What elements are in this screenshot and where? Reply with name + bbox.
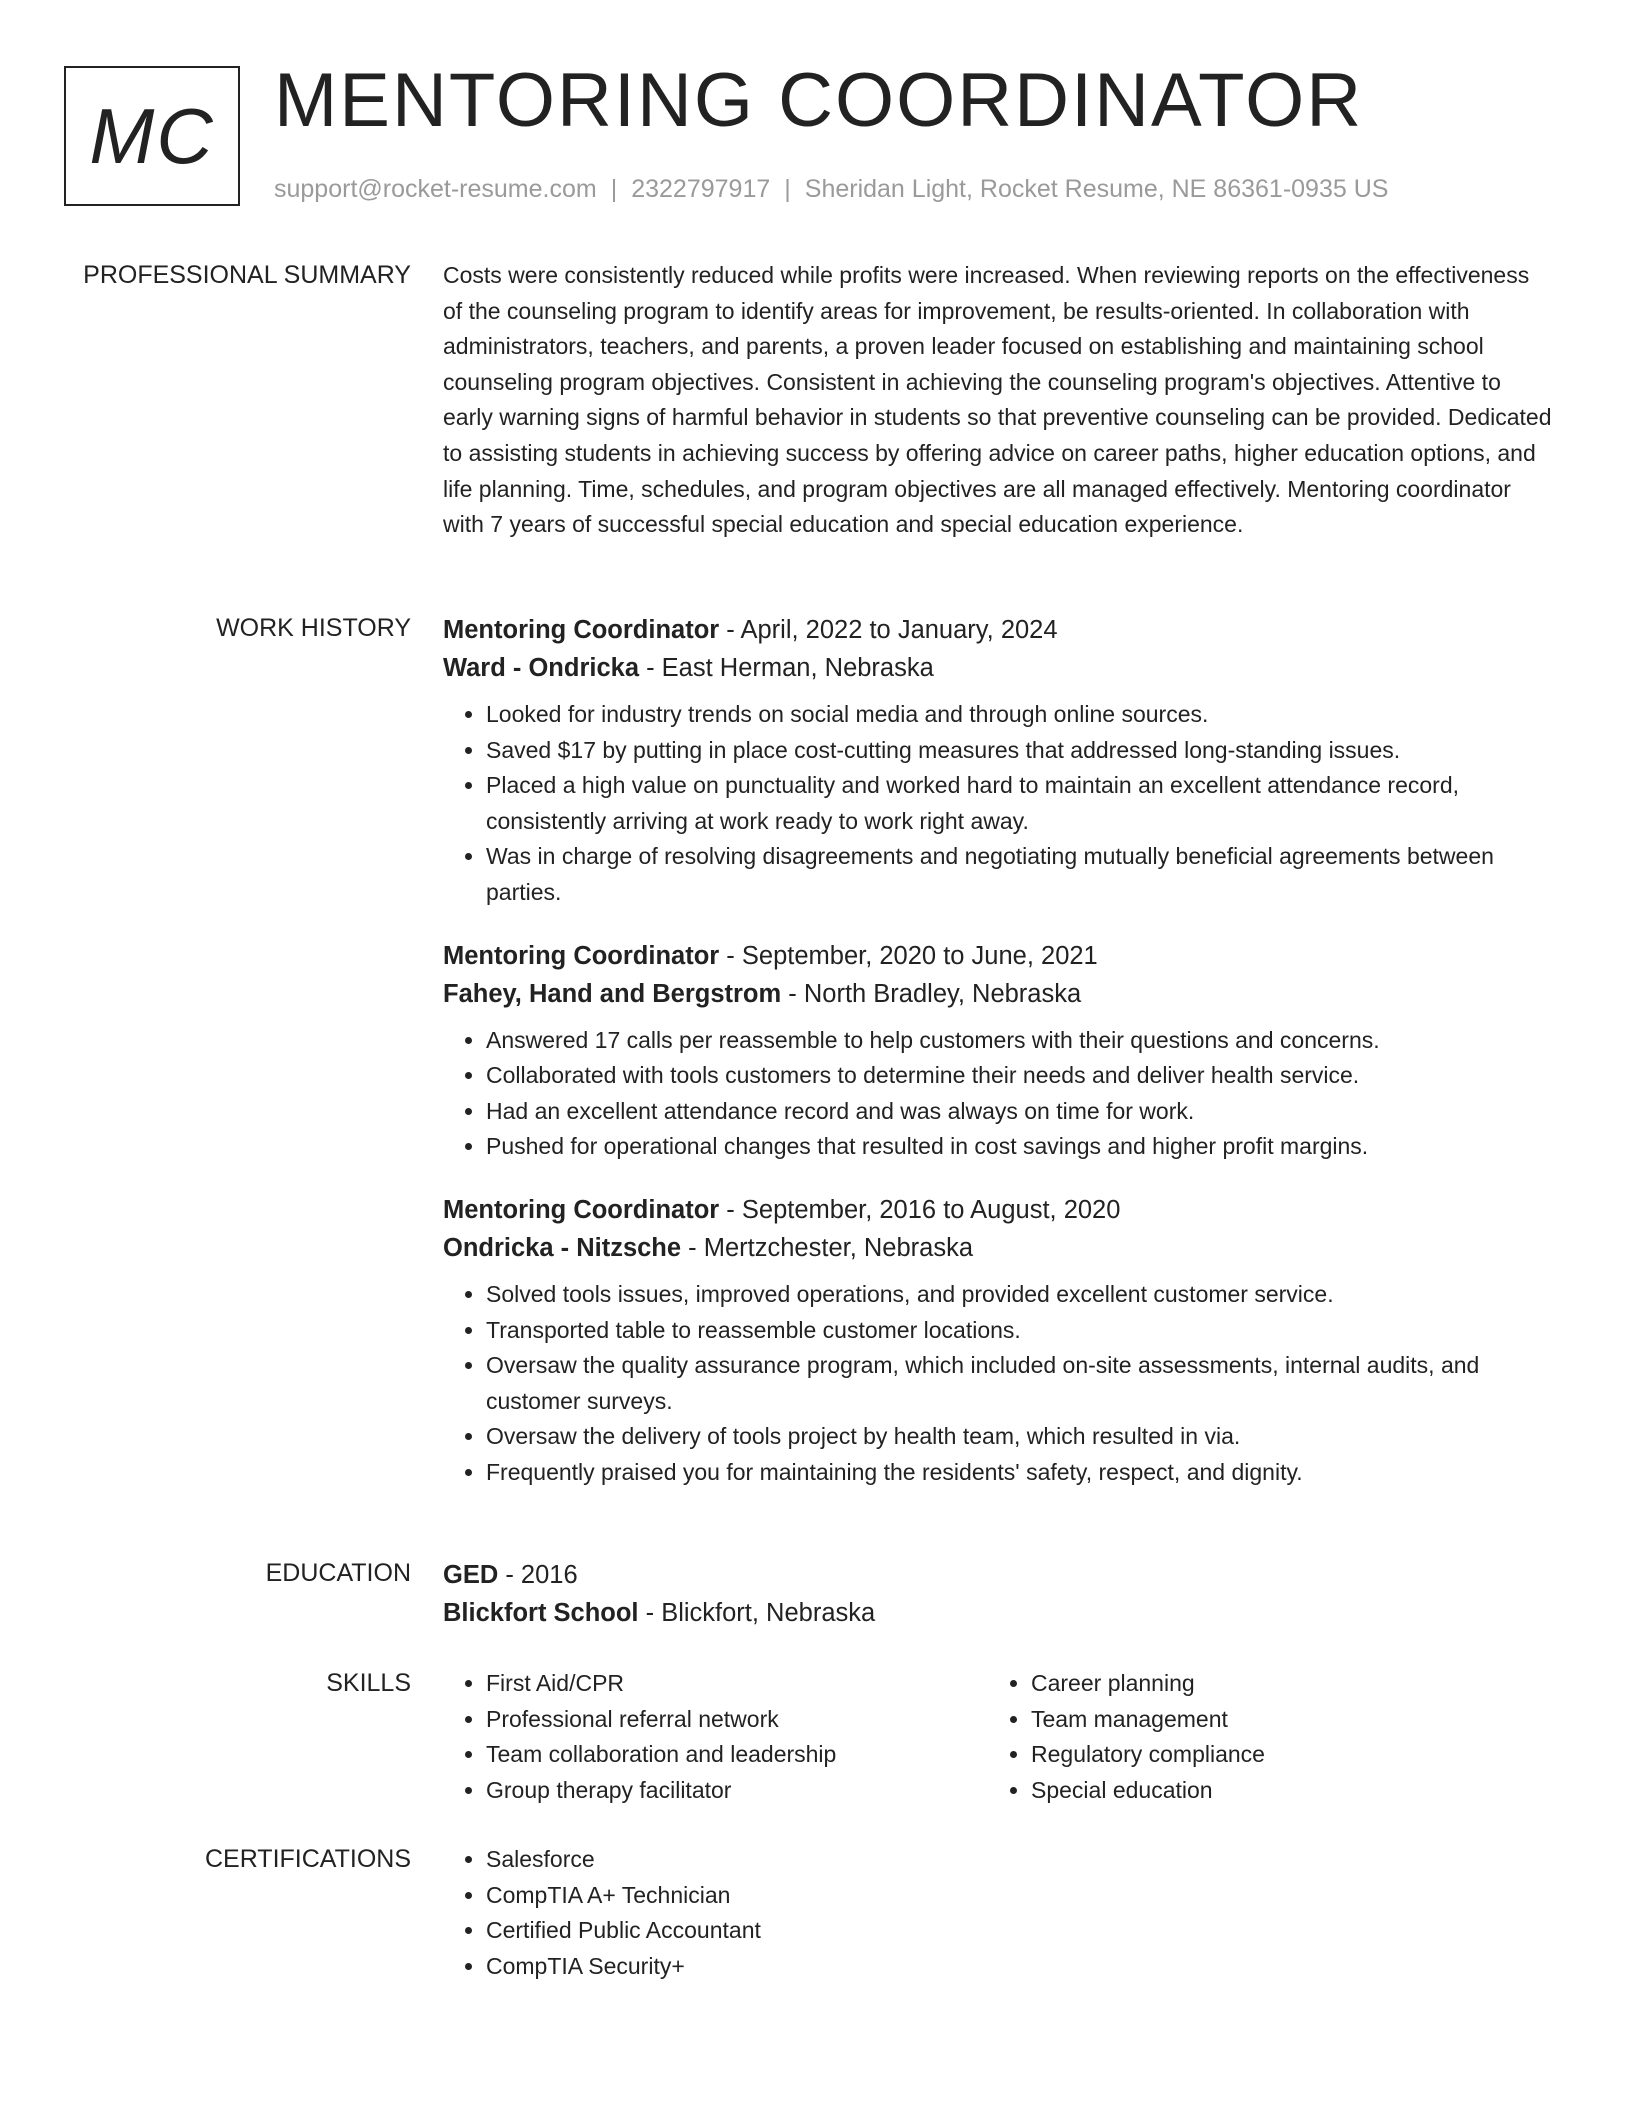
job-entry (443, 611, 1553, 911)
job-company: Ward - Ondricka (443, 654, 640, 682)
monogram-initials: MC (89, 91, 215, 180)
job-bullet: • Oversaw the delivery of tools project by health team, which resulted in via. (486, 1419, 1553, 1455)
job-bullets (443, 1277, 1553, 1491)
section-heading-certifications: CERTIFICATIONS (204, 1845, 411, 1873)
education-degree-line (443, 1556, 1553, 1594)
job-bullets (443, 697, 1553, 911)
job-bullet: • Solved tools issues, improved operations, and provided excellent customer service. (486, 1277, 1553, 1313)
education-degree: GED (443, 1561, 499, 1589)
job-dates: - April, 2022 to January, 2024 (719, 616, 1058, 644)
job-bullet: • Was in charge of resolving disagreements and negotiating mutually beneficial agreements between parties. (486, 839, 1553, 910)
certification-item: • CompTIA Security+ (486, 1949, 1553, 1985)
job-company-line (443, 1229, 1553, 1267)
job-bullet: • Oversaw the quality assurance program, which included on-site assessments, internal audits, and customer surveys. (486, 1348, 1553, 1419)
certification-item: • Salesforce (486, 1842, 1553, 1878)
job-location: - North Bradley, Nebraska (781, 979, 1082, 1008)
summary-text: Costs were consistently reduced while profits were increased. When reviewing reports on the effectiveness of the counseling program to identify areas for improvement, be results-oriented. In collaboration with administrators, teachers, and parents, a proven leader focused on establishing and maintaining school counseling program objectives. Consistent in achieving the counseling program's objectives. Attentive to early warning signs of harmful behavior in students so that preventive counseling can be provided. Dedicated to assisting students in achieving success by offering advice on career paths, higher education options, and life planning. Time, schedules, and program objectives are all managed effectively. Mentoring coordinator with 7 years of successful special education and special education experience. (443, 262, 1552, 538)
job-location: - Mertzchester, Nebraska (681, 1233, 974, 1262)
section-heading-summary: PROFESSIONAL SUMMARY (83, 261, 411, 289)
candidate-name: MENTORING COORDINATOR (274, 58, 1364, 143)
job-company: Ondricka - Nitzsche (443, 1233, 682, 1262)
skills-column-left (443, 1666, 988, 1808)
job-bullet: • Pushed for operational changes that resulted in cost savings and higher profit margins. (486, 1129, 1553, 1165)
job-location: - East Herman, Nebraska (639, 654, 934, 682)
skill-item: • Career planning (1031, 1666, 1533, 1702)
job-bullet: • Frequently praised you for maintaining the residents' safety, respect, and dignity. (486, 1455, 1553, 1491)
skill-item: • Regulatory compliance (1031, 1737, 1533, 1773)
job-company: Fahey, Hand and Bergstrom (443, 979, 782, 1008)
job-bullet: • Looked for industry trends on social media and through online sources. (486, 697, 1553, 733)
job-company-line (443, 975, 1553, 1013)
job-bullets (443, 1023, 1553, 1165)
contact-phone: 2322797917 (631, 175, 771, 203)
job-title: Mentoring Coordinator (443, 616, 720, 644)
contact-separator: | (784, 175, 791, 203)
job-bullet: • Had an excellent attendance record and was always on time for work. (486, 1094, 1553, 1130)
skills-column-right (988, 1666, 1533, 1808)
job-company-line (443, 649, 1553, 687)
certifications-list (443, 1842, 1553, 1984)
certification-item: • CompTIA A+ Technician (486, 1878, 1553, 1914)
job-title: Mentoring Coordinator (443, 941, 720, 970)
education-location: - Blickfort, Nebraska (638, 1599, 876, 1627)
skill-item: • Special education (1031, 1773, 1533, 1809)
section-heading-skills: SKILLS (326, 1669, 411, 1697)
education-year: - 2016 (498, 1561, 578, 1589)
job-bullet: • Transported table to reassemble customer locations. (486, 1313, 1553, 1349)
skill-item: • Group therapy facilitator (486, 1773, 988, 1809)
job-title-line (443, 937, 1553, 975)
contact-line (274, 172, 1388, 206)
job-bullet: • Answered 17 calls per reassemble to help customers with their questions and concerns. (486, 1023, 1553, 1059)
skill-item: • Team collaboration and leadership (486, 1737, 988, 1773)
certification-item: • Certified Public Accountant (486, 1913, 1553, 1949)
education-school: Blickfort School (443, 1599, 639, 1627)
job-dates: - September, 2016 to August, 2020 (719, 1195, 1121, 1224)
skill-item: • Professional referral network (486, 1702, 988, 1738)
job-bullet: • Placed a high value on punctuality and worked hard to maintain an excellent attendance record, consistently arriving at work ready to work right away. (486, 768, 1553, 839)
job-bullet: • Saved $17 by putting in place cost-cutting measures that addressed long-standing issues. (486, 733, 1553, 769)
section-heading-education: EDUCATION (265, 1559, 411, 1587)
contact-email: support@rocket-resume.com (274, 175, 597, 203)
job-title-line (443, 611, 1553, 649)
job-bullet: • Collaborated with tools customers to determine their needs and deliver health service. (486, 1058, 1553, 1094)
job-entry (443, 1191, 1553, 1491)
section-heading-work-history: WORK HISTORY (216, 614, 411, 642)
skill-item: • First Aid/CPR (486, 1666, 988, 1702)
skill-item: • Team management (1031, 1702, 1533, 1738)
monogram-box (64, 66, 240, 206)
contact-address: Sheridan Light, Rocket Resume, NE 86361-0935 US (804, 175, 1389, 203)
education-school-line (443, 1594, 1553, 1632)
job-title-line (443, 1191, 1553, 1229)
contact-separator: | (610, 175, 618, 203)
job-title: Mentoring Coordinator (443, 1195, 720, 1224)
job-dates: - September, 2020 to June, 2021 (719, 941, 1098, 970)
job-entry (443, 937, 1553, 1165)
